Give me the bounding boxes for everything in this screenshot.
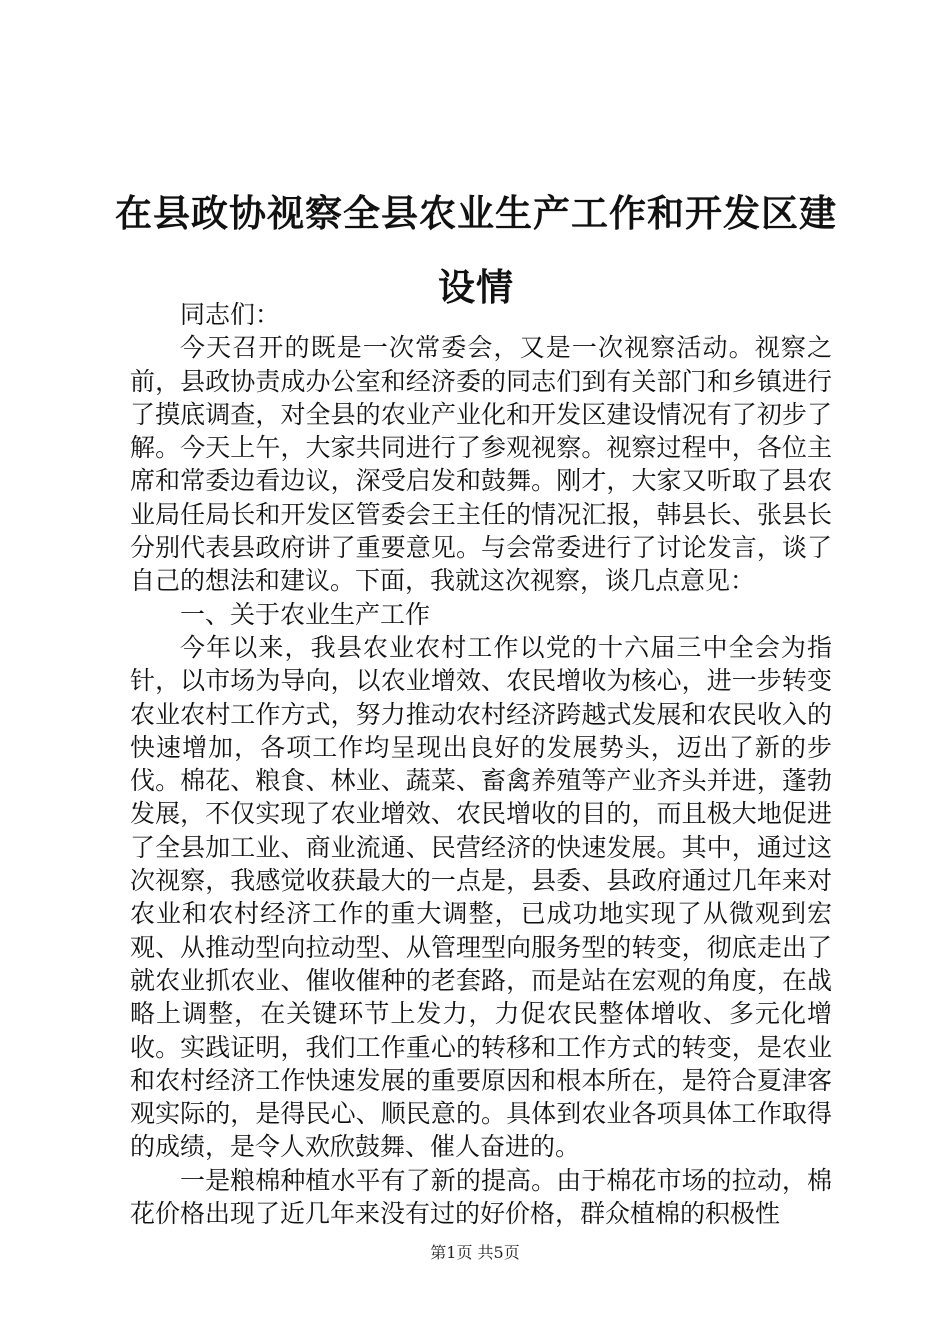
- salutation: 同志们：: [180, 300, 281, 329]
- document-body: [130, 298, 832, 1230]
- document-title: 在县政协视察全县农业生产工作和开发区建设情: [115, 191, 837, 309]
- section-heading: 一、关于农业生产工作: [180, 599, 431, 629]
- paragraph-intro: 今天召开的既是一次常委会，又是一次视察活动。视察之前，县政协责成办公室和经济委的同志们到有关部门和乡镇进行了摸底调查，对全县的农业产业化和开发区建设情况有了初步了解。今天上午，大家共同进行了参观视察。视察过程中，各位主席和常委边看边议，深受启发和鼓舞。刚才，大家又听取了县农业局任局长和开发区管委会王主任的情况汇报，韩县长、张县长分别代表县政府讲了重要意见。与会常委进行了讨论发言，谈了自己的想法和建议。下面，我就这次视察，谈几点意见：: [130, 333, 832, 596]
- paragraph-agriculture: 今年以来，我县农业农村工作以党的十六届三中全会为指针，以市场为导向，以农业增效、农民增收为核心，进一步转变农业农村工作方式，努力推动农村经济跨越式发展和农民收入的快速增加，各项工作均呈现出良好的发展势头，迈出了新的步伐。棉花、粮食、林业、蔬菜、畜禽养殖等产业齐头并进，蓬勃发展，不仅实现了农业增效、农民增收的目的，而且极大地促进了全县加工业、商业流通、民营经济的快速发展。其中，通过这次视察，我感觉收获最大的一点是，县委、县政府通过几年来对农业和农村经济工作的重大调整，已成功地实现了从微观到宏观、从推动型向拉动型、从管理型向服务型的转变，彻底走出了就农业抓农业、催收催种的老套路，而是站在宏观的角度，在战略上调整，在关键环节上发力，力促农民整体增收、多元化增收。实践证明，我们工作重心的转移和工作方式的转变，是农业和农村经济工作快速发展的重要原因和根本所在，是符合夏津客观实际的，是得民心、顺民意的。具体到农业各项具体工作取得的成绩，是令人欢欣鼓舞、催人奋进的。: [130, 632, 832, 1162]
- page-footer: [0, 1243, 950, 1263]
- paragraph-first-point: 一是粮棉种植水平有了新的提高。由于棉花市场的拉动，棉花价格出现了近几年来没有过的好价格，群众植棉的积极性: [130, 1165, 832, 1229]
- page-number: 第1页 共5页: [430, 1243, 520, 1262]
